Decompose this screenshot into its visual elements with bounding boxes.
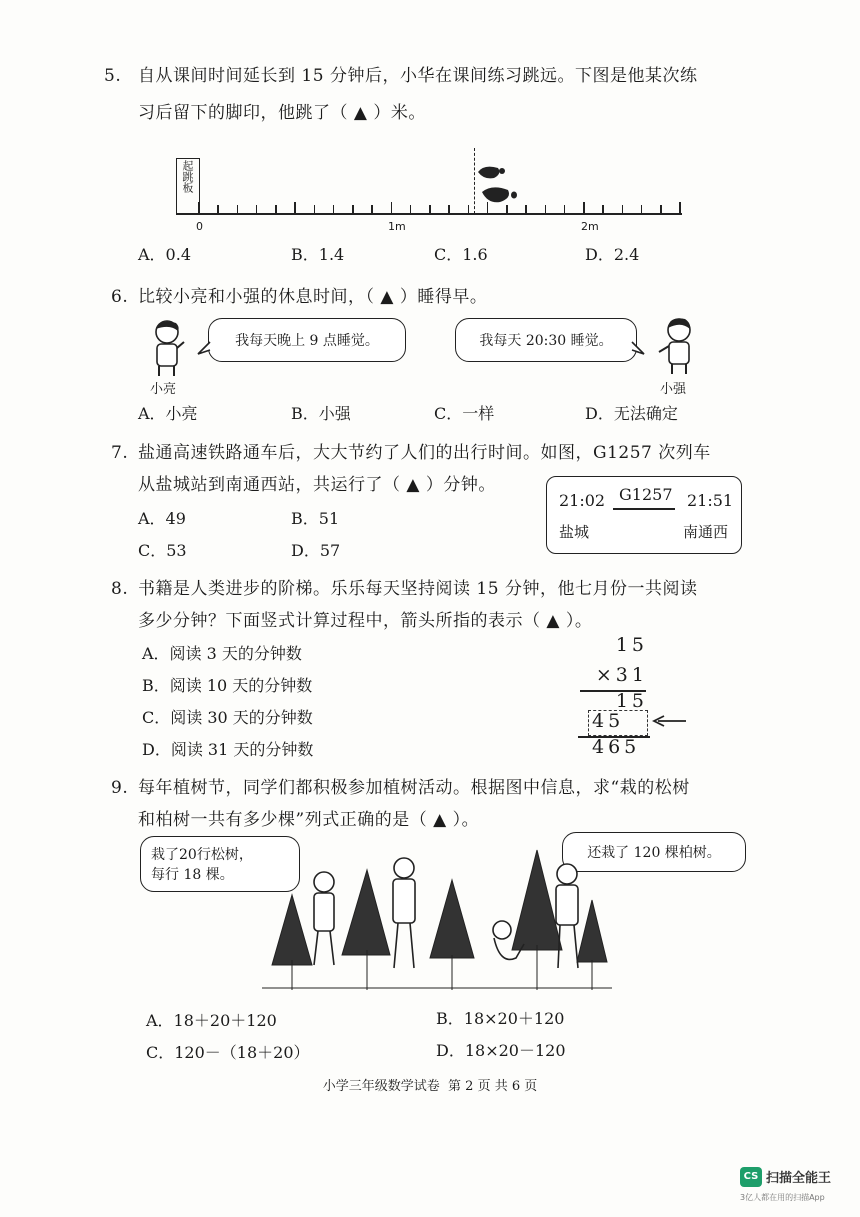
ruler-tick (371, 205, 373, 214)
q7-text-line1: 盐通高速铁路通车后，大大节约了人们的出行时间。如图，G1257 次列车 (138, 443, 711, 463)
calc-multiplicand: 15 (615, 634, 648, 656)
cypress-bubble-text: 还栽了 120 棵柏树。 (587, 845, 721, 861)
calc-partial-1: 15 (615, 690, 648, 712)
q9-option-b[interactable]: B．18×20＋120 (436, 1009, 565, 1028)
q6-option-d[interactable]: D．无法确定 (585, 404, 678, 423)
q7-option-d[interactable]: D．57 (291, 541, 341, 560)
takeoff-board-label: 起跳板 (181, 160, 194, 193)
q9-option-a[interactable]: A．18＋20＋120 (146, 1011, 277, 1030)
xiaoqiang-speech-bubble (455, 318, 637, 362)
ruler-label-0: 0 (196, 220, 203, 233)
ruler-tick (314, 205, 316, 214)
q6-option-c[interactable]: C．一样 (434, 404, 495, 423)
boy-xiaoliang-icon (148, 318, 188, 378)
q5-option-b[interactable]: B．1.4 (291, 245, 345, 264)
ruler-tick (294, 202, 296, 214)
ruler-tick (333, 205, 335, 214)
ticket-arrive-time: 21:51 (687, 491, 734, 510)
q8-text-line1: 书籍是人类进步的阶梯。乐乐每天坚持阅读 15 分钟，他七月份一共阅读 (138, 579, 698, 599)
q5-text-line2: 习后留下的脚印，他跳了（ ▲ ）米。 (138, 103, 426, 123)
q9-option-d[interactable]: D．18×20－120 (436, 1041, 566, 1060)
arrow-left-icon (652, 714, 686, 728)
ruler-tick (660, 205, 662, 214)
q9-text-line1: 每年植树节，同学们都积极参加植树活动。根据图中信息，求“栽的松树 (138, 778, 690, 798)
calc-result: 465 (592, 736, 641, 758)
watermark-app-name: 扫描全能王 (766, 1171, 832, 1186)
ruler-tick (275, 205, 277, 214)
ticket-from-station: 盐城 (559, 523, 590, 541)
page-footer: 小学三年级数学试卷 第 2 页 共 6 页 (322, 1079, 538, 1094)
ruler-tick (410, 205, 412, 214)
ruler-tick (352, 205, 354, 214)
xiaoqiang-speech-text: 我每天 20:30 睡觉。 (479, 333, 613, 349)
ruler-tick (622, 205, 624, 214)
boy-xiaoqiang-icon (655, 316, 697, 376)
ticket-train-number: G1257 (619, 485, 673, 504)
bubble-tail-left (196, 340, 212, 358)
q8-number: 8. (111, 579, 129, 599)
q5-number: 5. (104, 66, 122, 86)
q6-text-line1: 比较小亮和小强的休息时间，（ ▲ ）睡得早。 (138, 287, 488, 307)
bubble-tail-right (630, 340, 646, 358)
xiaoliang-speech-bubble (208, 318, 406, 362)
vertical-multiplication (574, 630, 694, 762)
tree-planting-illustration (262, 840, 612, 990)
q6-option-b[interactable]: B．小强 (291, 404, 351, 423)
footprints-icon (474, 162, 524, 208)
q9-text-line2: 和柏树一共有多少棵”列式正确的是（ ▲ ）。 (138, 810, 480, 830)
name-xiaoqiang: 小强 (660, 382, 687, 397)
ruler-tick (256, 205, 258, 214)
name-xiaoliang: 小亮 (150, 382, 177, 397)
ruler-tick (448, 205, 450, 214)
q7-option-a[interactable]: A．49 (138, 509, 186, 528)
ticket-to-station: 南通西 (683, 523, 729, 541)
ruler-tick (429, 205, 431, 214)
ruler-ticks (198, 202, 678, 214)
q9-option-c[interactable]: C．120－（18＋20） (146, 1043, 310, 1062)
q7-option-b[interactable]: B．51 (291, 509, 340, 528)
q5-option-d[interactable]: D．2.4 (585, 245, 640, 264)
q7-number: 7. (111, 443, 129, 463)
ruler-label-1m: 1m (388, 220, 406, 233)
q5-text-line1: 自从课间时间延长到 15 分钟后，小华在课间练习跳远。下图是他某次练 (138, 66, 698, 86)
q8-option-d[interactable]: D．阅读 31 天的分钟数 (142, 740, 314, 759)
ruler-label-2m: 2m (581, 220, 599, 233)
pine-bubble-line1: 栽了20行松树， (151, 847, 253, 863)
scanner-watermark (740, 1165, 852, 1205)
ruler-tick (468, 205, 470, 214)
ruler-tick (602, 205, 604, 214)
ruler-tick (217, 205, 219, 214)
q8-text-line2: 多少分钟？下面竖式计算过程中，箭头所指的表示（ ▲ ）。 (138, 611, 593, 631)
ruler-tick (641, 205, 643, 214)
pine-bubble-line2: 每行 18 棵。 (151, 867, 234, 883)
xiaoliang-speech-text: 我每天晚上 9 点睡觉。 (235, 333, 379, 349)
q8-option-a[interactable]: A．阅读 3 天的分钟数 (142, 644, 302, 663)
q7-text-line2: 从盐城站到南通西站，共运行了（ ▲ ）分钟。 (138, 475, 496, 495)
q7-option-c[interactable]: C．53 (138, 541, 187, 560)
ruler-tick (198, 202, 200, 214)
q5-option-a[interactable]: A．0.4 (138, 245, 192, 264)
ruler-tick (237, 205, 239, 214)
q6-option-a[interactable]: A．小亮 (138, 404, 198, 423)
ruler-tick (564, 205, 566, 214)
train-ticket (546, 476, 742, 554)
ticket-depart-time: 21:02 (559, 491, 606, 510)
ticket-arrow-line (613, 508, 675, 510)
calc-multiplier: ×31 (595, 664, 648, 686)
watermark-tagline: 3亿人都在用的扫描App (740, 1193, 825, 1202)
calc-partial-2: 45 (592, 710, 625, 732)
q8-option-b[interactable]: B．阅读 10 天的分钟数 (142, 676, 313, 695)
ruler-tick (679, 202, 681, 214)
camscanner-logo-icon: CS (740, 1167, 762, 1187)
ruler-tick (545, 205, 547, 214)
ruler-tick (391, 202, 393, 214)
q6-number: 6. (111, 287, 129, 307)
ruler-tick (525, 205, 527, 214)
ruler-tick (583, 202, 585, 214)
q9-number: 9. (111, 778, 129, 798)
q8-option-c[interactable]: C．阅读 30 天的分钟数 (142, 708, 313, 727)
q5-option-c[interactable]: C．1.6 (434, 245, 488, 264)
jump-ruler-figure (176, 140, 684, 240)
